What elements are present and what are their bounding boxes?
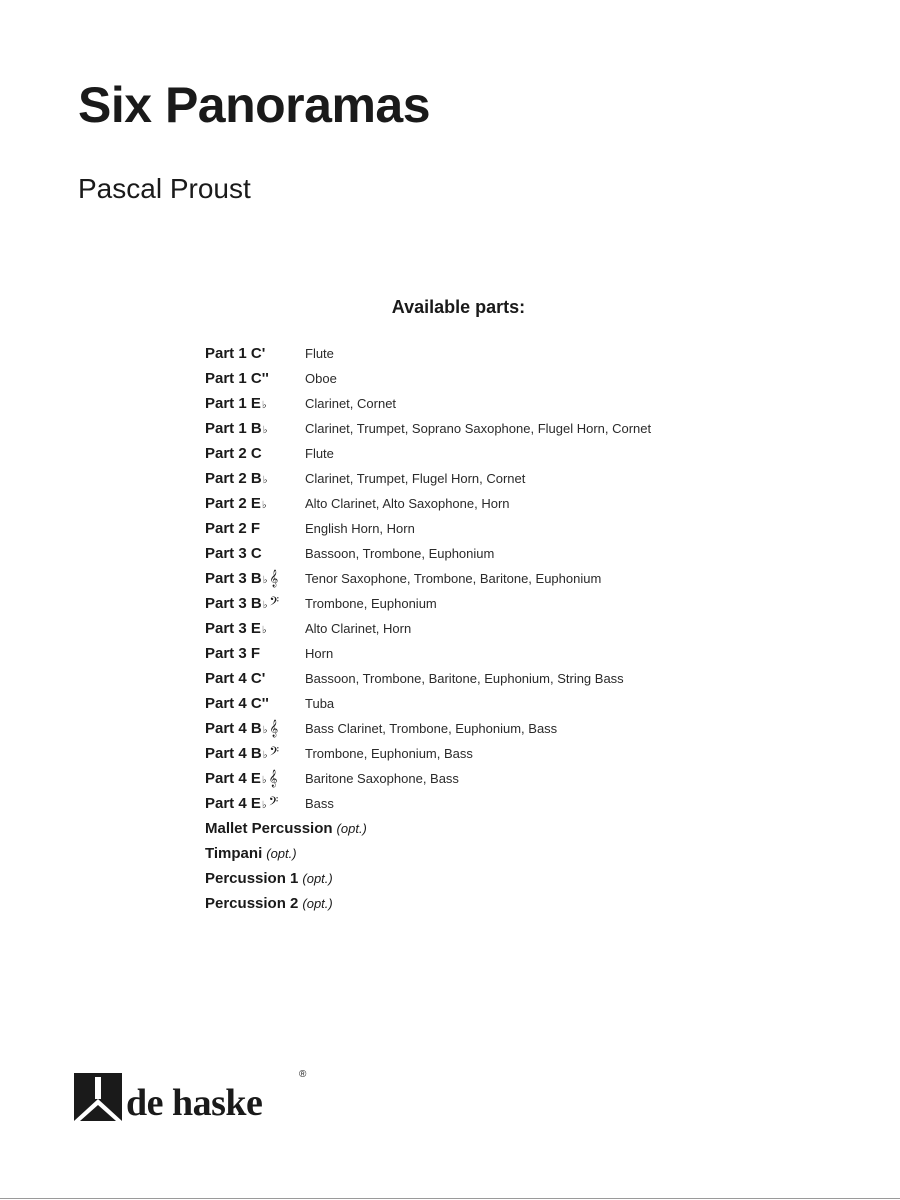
part-name: Part 1 C'' xyxy=(205,370,269,387)
part-row xyxy=(205,466,651,491)
part-row xyxy=(205,391,651,416)
part-instruments: Trombone, Euphonium, Bass xyxy=(305,746,473,761)
part-row xyxy=(205,541,651,566)
flat-sign-icon: ♭ xyxy=(262,600,268,611)
part-label xyxy=(205,791,305,818)
part-name: Part 3 E xyxy=(205,620,261,637)
part-name: Part 4 B xyxy=(205,745,262,762)
part-name: Part 3 B xyxy=(205,570,262,587)
de-haske-logo-icon xyxy=(74,1073,122,1121)
optional-note: (opt.) xyxy=(266,846,297,861)
flat-sign-icon: ♭ xyxy=(262,425,268,436)
flat-sign-icon: ♭ xyxy=(261,800,267,811)
part-instruments: Trombone, Euphonium xyxy=(305,596,437,611)
part-name: Part 1 E xyxy=(205,395,261,412)
page-title: Six Panoramas xyxy=(78,77,431,133)
part-label xyxy=(205,591,305,618)
part-label xyxy=(205,691,305,718)
part-name: Part 2 E xyxy=(205,495,261,512)
part-row xyxy=(205,341,651,366)
part-instruments: Alto Clarinet, Horn xyxy=(305,621,412,636)
part-name: Part 4 C'' xyxy=(205,695,269,712)
optional-part-name: Percussion 1 xyxy=(205,870,299,887)
part-label xyxy=(205,541,305,568)
part-row xyxy=(205,641,651,666)
part-label xyxy=(205,766,305,793)
flat-sign-icon: ♭ xyxy=(261,400,267,411)
flat-sign-icon: ♭ xyxy=(261,775,267,786)
flat-sign-icon: ♭ xyxy=(262,475,268,486)
part-instruments: Baritone Saxophone, Bass xyxy=(305,771,459,786)
part-name: Part 3 B xyxy=(205,595,262,612)
part-row xyxy=(205,416,651,441)
part-instruments: Bass Clarinet, Trombone, Euphonium, Bass xyxy=(305,721,558,736)
optional-part-row xyxy=(205,816,651,841)
optional-part-row xyxy=(205,891,651,916)
part-row xyxy=(205,691,651,716)
clef-icon: 𝄢 xyxy=(269,744,280,762)
part-label xyxy=(205,441,305,468)
publisher-logo xyxy=(74,1069,307,1124)
part-label xyxy=(205,566,305,593)
bottom-rule xyxy=(0,1198,900,1199)
optional-note: (opt.) xyxy=(302,896,333,911)
part-name: Part 3 C xyxy=(205,545,262,562)
part-name: Part 1 C' xyxy=(205,345,266,362)
part-label xyxy=(205,391,305,418)
part-label xyxy=(205,641,305,668)
part-name: Part 1 B xyxy=(205,420,262,437)
part-row xyxy=(205,716,651,741)
flat-sign-icon: ♭ xyxy=(261,625,267,636)
part-row xyxy=(205,741,651,766)
part-instruments: Tenor Saxophone, Trombone, Baritone, Euphonium xyxy=(305,571,602,586)
part-name: Part 2 C xyxy=(205,445,262,462)
part-row xyxy=(205,491,651,516)
part-instruments: Bass xyxy=(305,796,334,811)
part-label xyxy=(205,466,305,493)
publisher-name: de haske xyxy=(126,1082,263,1124)
parts-list xyxy=(205,341,651,916)
part-name: Part 3 F xyxy=(205,645,261,662)
registered-mark: ® xyxy=(299,1069,307,1080)
part-row xyxy=(205,616,651,641)
part-row xyxy=(205,516,651,541)
optional-part-row xyxy=(205,866,651,891)
part-instruments: Horn xyxy=(305,646,334,661)
part-label xyxy=(205,366,305,393)
part-name: Part 4 C' xyxy=(205,670,266,687)
optional-note: (opt.) xyxy=(302,871,333,886)
part-label xyxy=(205,616,305,643)
part-instruments: Clarinet, Trumpet, Soprano Saxophone, Flugel Horn, Cornet xyxy=(305,421,652,436)
part-label xyxy=(205,741,305,768)
part-instruments: Tuba xyxy=(305,696,335,711)
optional-part-name: Mallet Percussion xyxy=(205,820,333,837)
optional-part-name: Timpani xyxy=(205,845,263,862)
part-instruments: Bassoon, Trombone, Baritone, Euphonium, String Bass xyxy=(305,671,624,686)
part-row xyxy=(205,666,651,691)
part-instruments: Oboe xyxy=(305,371,337,386)
part-row xyxy=(205,591,651,616)
part-row xyxy=(205,766,651,791)
part-row xyxy=(205,366,651,391)
part-row xyxy=(205,566,651,591)
flat-sign-icon: ♭ xyxy=(262,575,268,586)
clef-icon: 𝄞 xyxy=(269,569,279,587)
composer-name: Pascal Proust xyxy=(78,173,251,204)
part-instruments: Alto Clarinet, Alto Saxophone, Horn xyxy=(305,496,510,511)
part-row xyxy=(205,441,651,466)
part-name: Part 4 B xyxy=(205,720,262,737)
part-name: Part 4 E xyxy=(205,795,261,812)
clef-icon: 𝄞 xyxy=(268,769,278,787)
optional-part-name: Percussion 2 xyxy=(205,895,299,912)
part-instruments: Bassoon, Trombone, Euphonium xyxy=(305,546,495,561)
part-label xyxy=(205,716,305,743)
part-label xyxy=(205,341,305,368)
part-name: Part 4 E xyxy=(205,770,261,787)
optional-part-row xyxy=(205,841,651,866)
part-instruments: Flute xyxy=(305,446,334,461)
part-instruments: English Horn, Horn xyxy=(305,521,415,536)
clef-icon: 𝄞 xyxy=(269,719,279,737)
part-label xyxy=(205,416,305,443)
clef-icon: 𝄢 xyxy=(268,794,279,812)
part-label xyxy=(205,666,305,693)
part-instruments: Clarinet, Cornet xyxy=(305,396,397,411)
part-instruments: Flute xyxy=(305,346,334,361)
part-label xyxy=(205,516,305,543)
flat-sign-icon: ♭ xyxy=(261,500,267,511)
part-label xyxy=(205,491,305,518)
part-instruments: Clarinet, Trumpet, Flugel Horn, Cornet xyxy=(305,471,526,486)
optional-note: (opt.) xyxy=(336,821,367,836)
clef-icon: 𝄢 xyxy=(269,594,280,612)
part-name: Part 2 B xyxy=(205,470,262,487)
flat-sign-icon: ♭ xyxy=(262,750,268,761)
part-row xyxy=(205,791,651,816)
parts-heading: Available parts: xyxy=(391,297,526,317)
part-name: Part 2 F xyxy=(205,520,261,537)
flat-sign-icon: ♭ xyxy=(262,725,268,736)
